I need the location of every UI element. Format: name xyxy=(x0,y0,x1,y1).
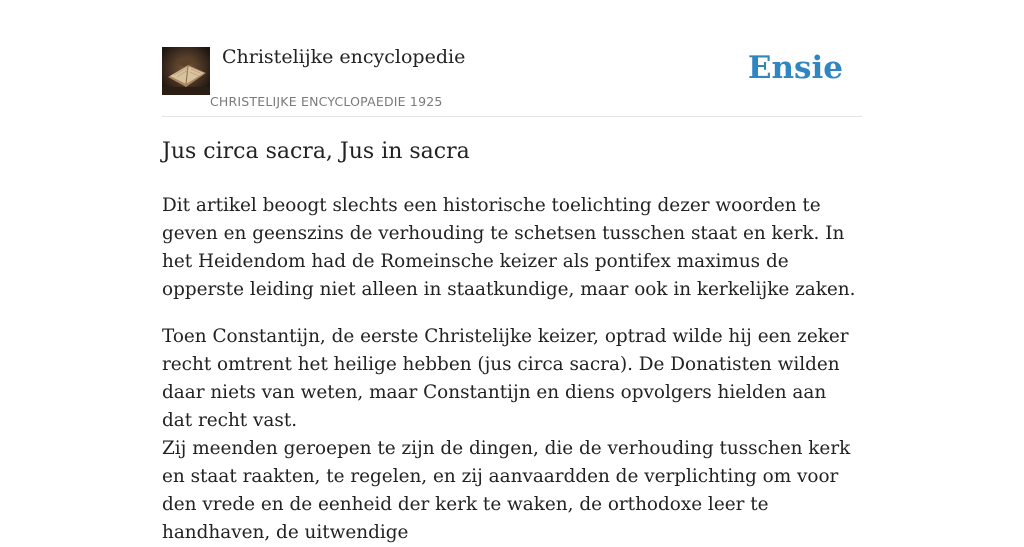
article-paragraph: Dit artikel beoogt slechts een historische toelichting dezer woorden te geven en geenszins de verhouding te schetsen tusschen staat en kerk. In het Heidendom had de Romeinsche keizer als pontifex maximus de opperste leiding niet alleen in staatkundige, maar ook in kerkelijke zaken. xyxy=(162,195,856,300)
article-paragraph: Zij meenden geroepen te zijn de dingen, die de verhouding tusschen kerk en staat raakten, te regelen, en zij aanvaardden de verplichting om voor den vrede en de eenheid der kerk te waken, de orthodoxe leer te handhaven, de uitwendige xyxy=(162,438,851,543)
avatar[interactable] xyxy=(162,47,210,95)
source-title[interactable]: Christelijke encyclopedie xyxy=(222,46,466,68)
article-title: Jus circa sacra, Jus in sacra xyxy=(162,139,470,164)
article-paragraph: Toen Constantijn, de eerste Christelijke keizer, optrad wilde hij een zeker recht omtrent het heilige hebben (jus circa sacra). De Donatisten wilden daar niets van weten, maar Constantijn en diens opvolgers hielden aan dat recht vast. xyxy=(162,326,849,431)
header xyxy=(162,44,862,117)
source-subtitle[interactable]: CHRISTELIJKE ENCYCLOPAEDIE 1925 xyxy=(210,94,443,109)
book-photo-icon xyxy=(162,47,210,95)
ensie-logo[interactable]: Ensie xyxy=(747,50,843,86)
